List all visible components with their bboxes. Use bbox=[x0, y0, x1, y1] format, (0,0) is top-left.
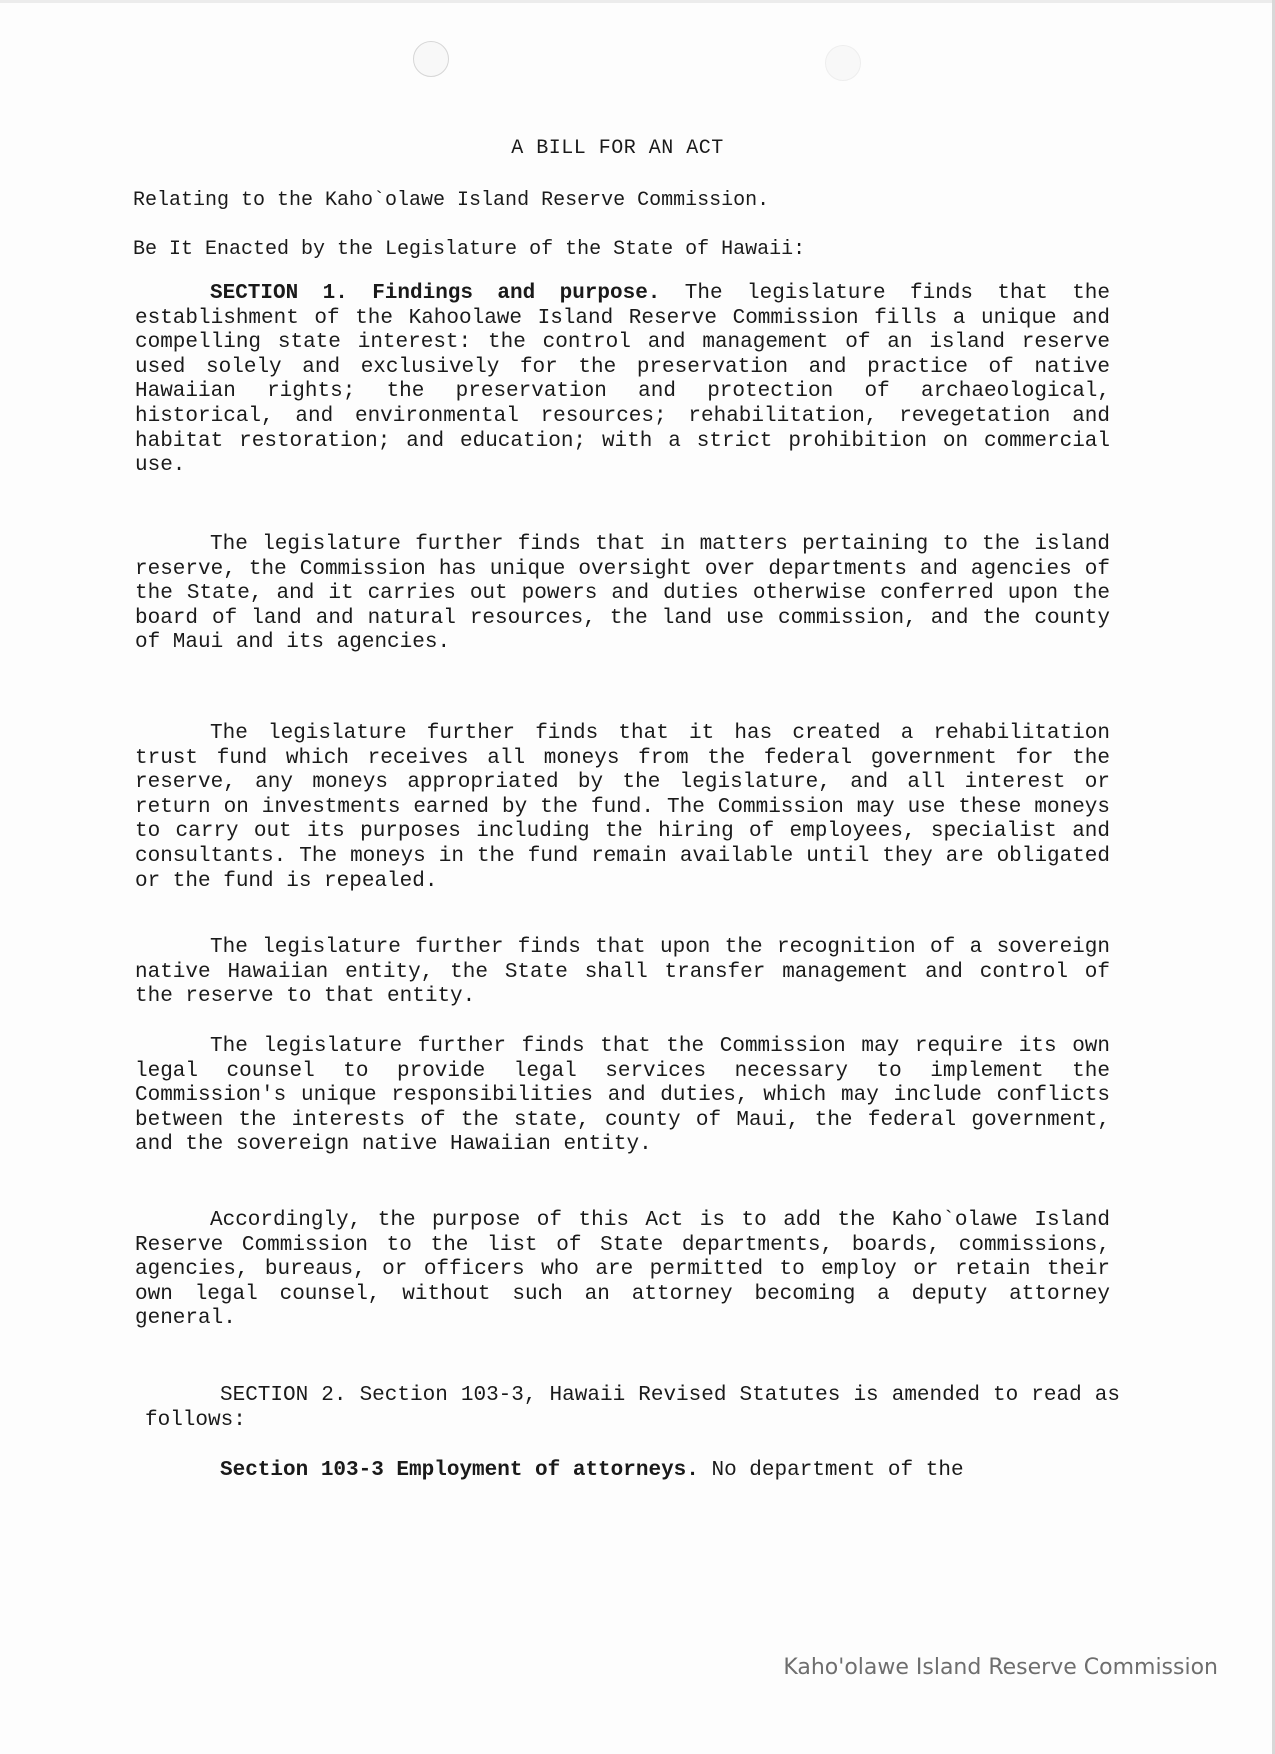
section-103-3-heading: Section 103-3 Employment of attorneys. bbox=[220, 1459, 699, 1482]
purpose-paragraph: Accordingly, the purpose of this Act is to add the Kaho`olawe Island Reserve Commission to the list of State departments, boards, commissions, agencies, bureaus, or officers who are permitted to employ or retain their own legal counsel, without such an attorney becoming a deputy attorney general. bbox=[135, 1209, 1110, 1331]
punch-hole-icon bbox=[413, 41, 449, 77]
punch-hole-icon bbox=[825, 45, 861, 81]
findings-paragraph-5: The legislature further finds that the Commission may require its own legal counsel to provide legal services necessary to implement the Commission's unique responsibilities and duties, which may include conflicts between the interests of the state, county of Maui, the federal government, and the sovereign native Hawaiian entity. bbox=[135, 1035, 1110, 1157]
bill-title: A BILL FOR AN ACT bbox=[511, 137, 724, 160]
enacting-clause: Be It Enacted by the Legislature of the State of Hawaii: bbox=[133, 238, 806, 261]
findings-paragraph-4: The legislature further finds that upon the recognition of a sovereign native Hawaiian entity, the State shall transfer management and control of the reserve to that entity. bbox=[135, 936, 1110, 1009]
section-1-text: The legislature finds that the establishment of the Kahoolawe Island Reserve Commission fills a unique and compelling state interest: the control and management of an island reserve used solely and exclusively for the preservation and practice of native Hawaiian rights; the preservation and protection of archaeological, historical, and environmental resources; rehabilitation, revegetation and habitat restoration; and education; with a strict prohibition on commercial use. bbox=[135, 282, 1110, 478]
section-1-heading: SECTION 1. Findings and purpose. bbox=[210, 282, 661, 305]
findings-paragraph-2: The legislature further finds that in matters pertaining to the island reserve, the Commission has unique oversight over departments and agencies of the State, and it carries out powers and duties otherwise conferred upon the board of land and natural resources, the land use commission, and the county of Maui and its agencies. bbox=[135, 533, 1110, 655]
relating-clause: Relating to the Kaho`olawe Island Reserve Commission. bbox=[133, 189, 770, 212]
findings-paragraph-3: The legislature further finds that it has created a rehabilitation trust fund which receives all moneys from the federal government for the reserve, any moneys appropriated by the legislature, and all interest or return on investments earned by the fund. The Commission may use these moneys to carry out its purposes including the hiring of employees, specialist and consultants. The moneys in the fund remain available until they are obligated or the fund is repealed. bbox=[135, 722, 1110, 893]
section-2-paragraph: SECTION 2. Section 103-3, Hawaii Revised Statutes is amended to read as follows: bbox=[145, 1384, 1120, 1432]
source-watermark: Kaho'olawe Island Reserve Commission bbox=[783, 1655, 1218, 1680]
section-103-3-paragraph bbox=[145, 1459, 1120, 1484]
section-103-3-text: No department of the bbox=[711, 1459, 964, 1482]
section-1-paragraph bbox=[135, 282, 1110, 479]
scan-edge-top bbox=[0, 0, 1275, 3]
